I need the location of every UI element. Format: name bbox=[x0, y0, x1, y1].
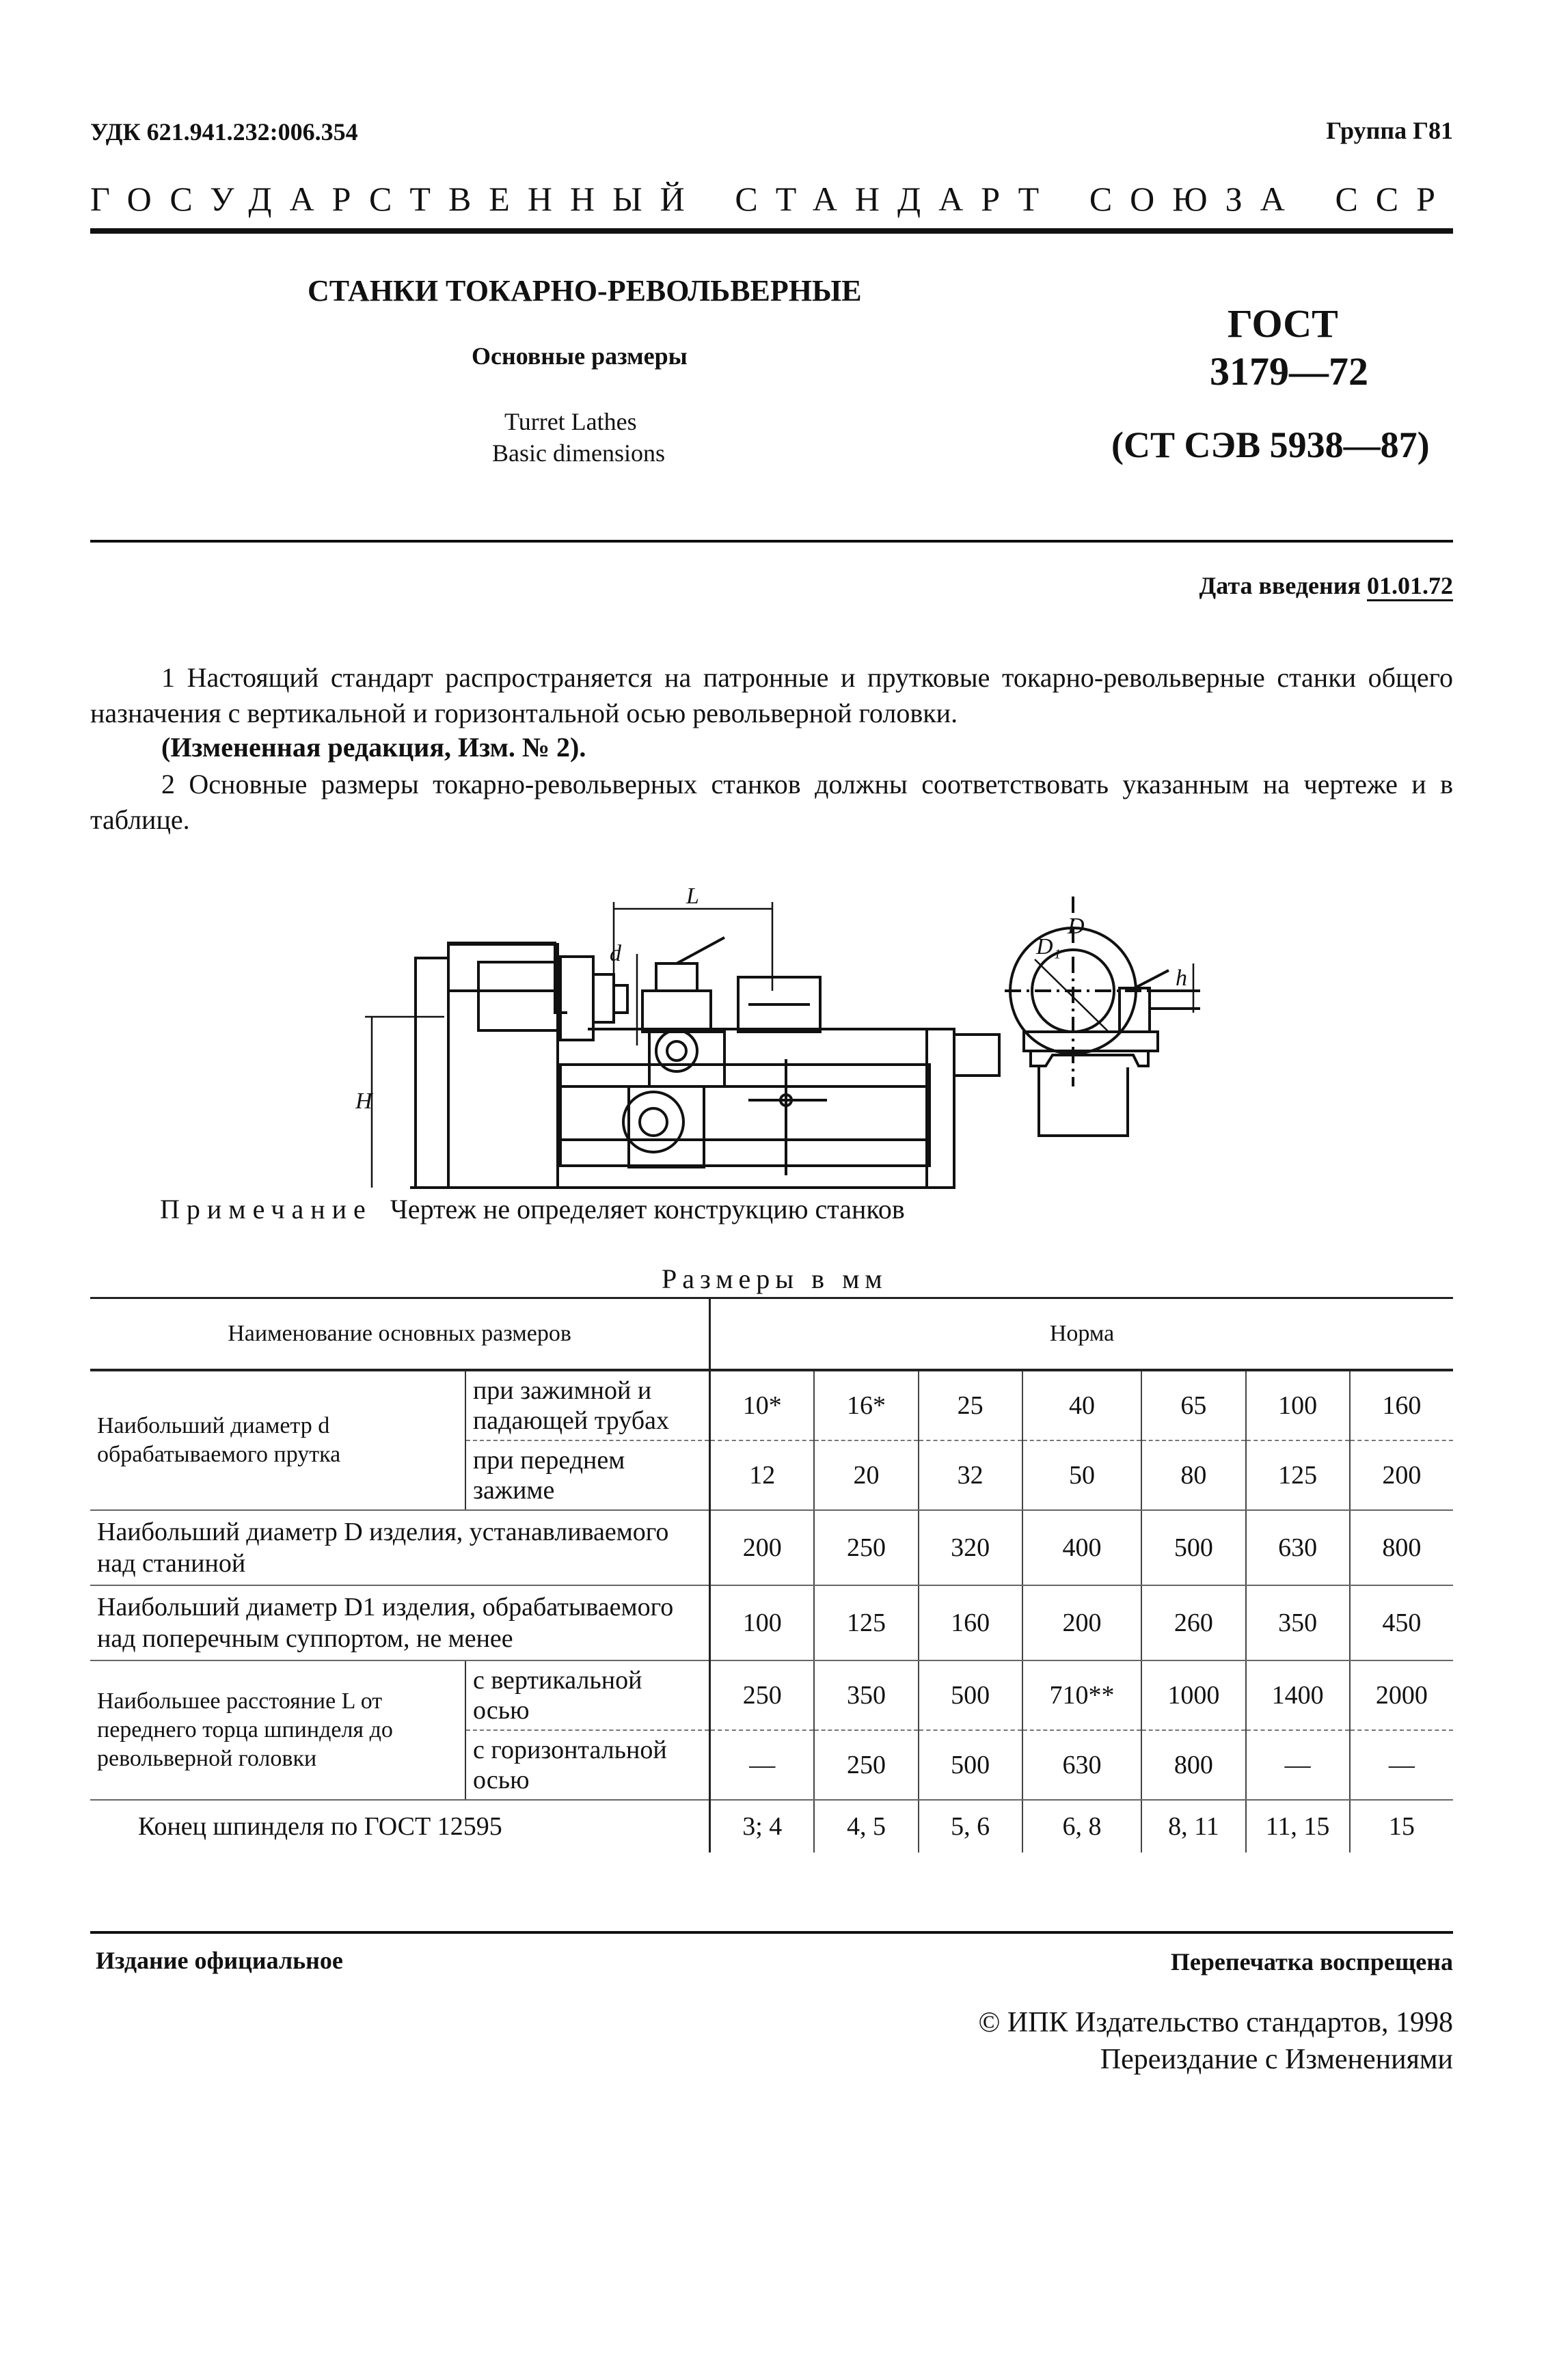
table-cell: 1400 bbox=[1246, 1660, 1350, 1730]
table-row bbox=[90, 1510, 1453, 1585]
table-cell: 100 bbox=[710, 1585, 815, 1660]
row-name-bed-diameter: Наибольший диаметр D изделия, устанавливаемого над станиной bbox=[90, 1510, 710, 1585]
table-cell: 100 bbox=[1246, 1370, 1350, 1440]
table-cell: 250 bbox=[814, 1730, 918, 1800]
table-cell: — bbox=[1350, 1730, 1453, 1800]
table-cell: 10* bbox=[710, 1370, 815, 1440]
row-name-distance-L: Наибольшее расстояние L от переднего торца шпинделя до револьверной головки bbox=[90, 1660, 465, 1800]
table-cell: 500 bbox=[919, 1660, 1022, 1730]
banner-word-1: ГОСУДАРСТВЕННЫЙ bbox=[90, 180, 703, 218]
table-cell: 5, 6 bbox=[919, 1800, 1022, 1852]
table-cell: 250 bbox=[814, 1510, 918, 1585]
paragraph-2: 2 Основные размеры токарно-револьверных станков должны соответствовать указанным на чертеже и в таблице. bbox=[90, 769, 1453, 835]
table-cell: 350 bbox=[1246, 1585, 1350, 1660]
paragraph-1-amendment: (Измененная редакция, Изм. № 2). bbox=[161, 732, 586, 763]
table-cell: 125 bbox=[1246, 1440, 1350, 1510]
dim-D-label: D bbox=[1068, 914, 1085, 939]
note-text: Чертеж не определяет конструкцию станков bbox=[390, 1194, 905, 1225]
table-cell: 160 bbox=[919, 1585, 1022, 1660]
title-rule bbox=[90, 540, 1453, 543]
table-cell: 125 bbox=[814, 1585, 918, 1660]
english-title: Turret Lathes bbox=[504, 408, 637, 435]
table-cell: 25 bbox=[919, 1370, 1022, 1440]
dim-L-label: L bbox=[686, 888, 699, 909]
table-cell: 710** bbox=[1022, 1660, 1142, 1730]
lathe-drawing bbox=[355, 888, 1210, 1189]
row-sub-front-clamp: при переднем зажиме bbox=[465, 1440, 710, 1510]
table-cell: 260 bbox=[1141, 1585, 1245, 1660]
table-row bbox=[90, 1585, 1453, 1660]
table-row bbox=[90, 1800, 1453, 1852]
banner-word-2: СТАНДАРТ bbox=[735, 180, 1057, 218]
gost-number: 3179—72 bbox=[1210, 349, 1368, 394]
table-cell: 200 bbox=[1022, 1585, 1142, 1660]
row-sub-tube: при зажимной и падающей трубах bbox=[465, 1370, 710, 1440]
dim-D1-label: D₁ bbox=[1036, 934, 1061, 959]
table-cell: 350 bbox=[814, 1660, 918, 1730]
udk-code: УДК 621.941.232:006.354 bbox=[90, 118, 358, 146]
table-cell: 20 bbox=[814, 1440, 918, 1510]
table-cell: 200 bbox=[1350, 1440, 1453, 1510]
table-cell: 2000 bbox=[1350, 1660, 1453, 1730]
intro-date-label: Дата введения bbox=[1199, 572, 1361, 599]
row-name-bar-diameter: Наибольший диаметр d обрабатываемого прутка bbox=[90, 1370, 465, 1510]
table-cell: 11, 15 bbox=[1246, 1800, 1350, 1852]
table-cell: 8, 11 bbox=[1141, 1800, 1245, 1852]
dim-H-label: H bbox=[355, 1089, 372, 1114]
paragraph-1: 1 Настоящий стандарт распространяется на патронные и прутковые токарно-револьверные станки общего назначения с вертикальной и горизонтальной осью револьверной головки. bbox=[90, 662, 1453, 728]
reissue-note: Переиздание с Изменениями bbox=[1100, 2044, 1453, 2075]
table-cell: 800 bbox=[1141, 1730, 1245, 1800]
table-cell: 320 bbox=[919, 1510, 1022, 1585]
table-cell: 15 bbox=[1350, 1800, 1453, 1852]
intro-date bbox=[1199, 571, 1454, 600]
table-cell: 32 bbox=[919, 1440, 1022, 1510]
table-cell: 630 bbox=[1246, 1510, 1350, 1585]
table-cell: 160 bbox=[1350, 1370, 1453, 1440]
footer-rule bbox=[90, 1931, 1453, 1934]
group-code: Группа Г81 bbox=[1326, 117, 1453, 144]
document-title: СТАНКИ ТОКАРНО-РЕВОЛЬВЕРНЫЕ bbox=[308, 274, 862, 307]
dim-h-label: h bbox=[1176, 966, 1187, 991]
header-rule bbox=[90, 228, 1453, 234]
table-cell: 500 bbox=[1141, 1510, 1245, 1585]
table-cell: 800 bbox=[1350, 1510, 1453, 1585]
reprint-notice: Перепечатка воспрещена bbox=[1170, 1948, 1453, 1975]
note-label: Примечание bbox=[160, 1194, 372, 1225]
row-name-slide-diameter: Наибольший диаметр D1 изделия, обрабатываемого над поперечным суппортом, не менее bbox=[90, 1585, 710, 1660]
row-name-spindle-end: Конец шпинделя по ГОСТ 12595 bbox=[138, 1812, 502, 1841]
document-subtitle: Основные размеры bbox=[472, 342, 688, 370]
table-cell: 630 bbox=[1022, 1730, 1142, 1800]
table-cell: 400 bbox=[1022, 1510, 1142, 1585]
edition-label: Издание официальное bbox=[96, 1947, 343, 1974]
table-cell: 3; 4 bbox=[710, 1800, 815, 1852]
st-sev-number: (СТ СЭВ 5938—87) bbox=[1111, 424, 1430, 465]
copyright: © ИПК Издательство стандартов, 1998 bbox=[978, 2007, 1453, 2038]
state-standard-banner bbox=[90, 179, 1453, 219]
table-cell: 80 bbox=[1141, 1440, 1245, 1510]
table-cell: 450 bbox=[1350, 1585, 1453, 1660]
table-cell: 500 bbox=[919, 1730, 1022, 1800]
banner-word-3: СОЮЗА bbox=[1089, 180, 1303, 218]
drawing-note bbox=[160, 1193, 905, 1225]
row-sub-horizontal-axis: с горизонтальной осью bbox=[465, 1730, 710, 1800]
units-caption: Размеры в мм bbox=[662, 1263, 888, 1294]
row-sub-vertical-axis: с вертикальной осью bbox=[465, 1660, 710, 1730]
table-cell: — bbox=[710, 1730, 815, 1800]
table-cell: — bbox=[1246, 1730, 1350, 1800]
header-norm: Норма bbox=[710, 1298, 1453, 1371]
table-cell: 65 bbox=[1141, 1370, 1245, 1440]
dimensions-table bbox=[90, 1297, 1453, 1852]
table-cell: 6, 8 bbox=[1022, 1800, 1142, 1852]
table-cell: 200 bbox=[710, 1510, 815, 1585]
table-cell: 50 bbox=[1022, 1440, 1142, 1510]
english-subtitle: Basic dimensions bbox=[492, 439, 665, 467]
banner-word-4: ССР bbox=[1335, 180, 1453, 218]
table-cell: 250 bbox=[710, 1660, 815, 1730]
table-cell: 12 bbox=[710, 1440, 815, 1510]
gost-label: ГОСТ bbox=[1228, 301, 1338, 346]
table-cell: 4, 5 bbox=[814, 1800, 918, 1852]
table-cell: 1000 bbox=[1141, 1660, 1245, 1730]
table-row bbox=[90, 1660, 1453, 1730]
table-cell: 16* bbox=[814, 1370, 918, 1440]
table-row bbox=[90, 1370, 1453, 1440]
intro-date-value: 01.01.72 bbox=[1367, 572, 1453, 601]
header-name: Наименование основных размеров bbox=[90, 1298, 710, 1371]
dim-d-label: d bbox=[610, 941, 621, 966]
table-cell: 40 bbox=[1022, 1370, 1142, 1440]
